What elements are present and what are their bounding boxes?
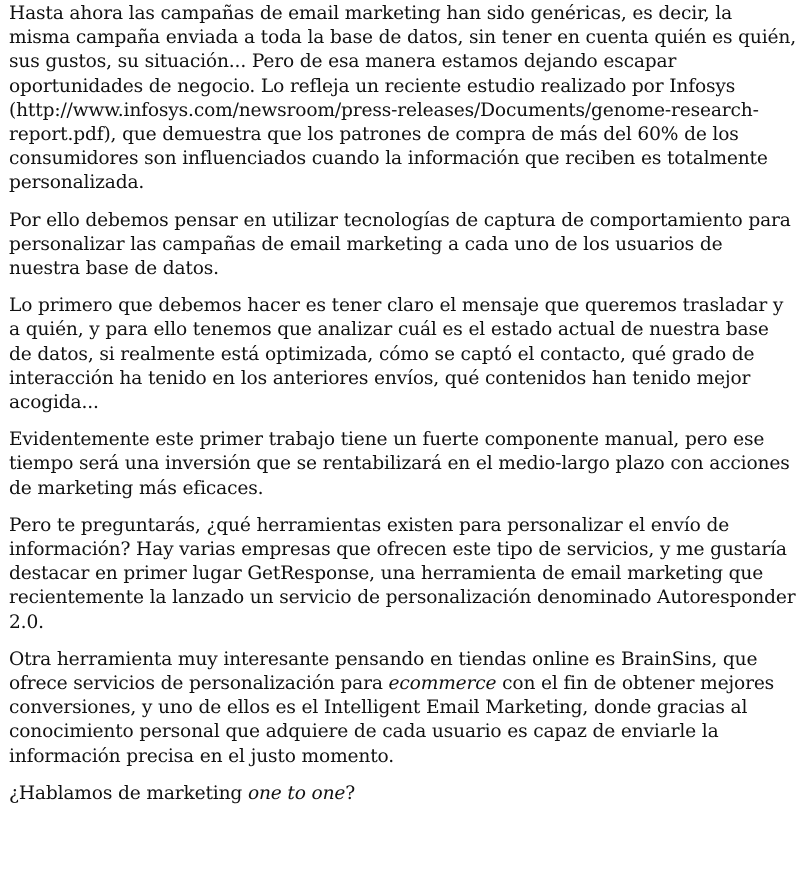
paragraph-behavior-tech: Por ello debemos pensar en utilizar tecnologías de captura de comportamiento para personalizar las campañas de email marketing a cada uno de los usuarios de nuestra base de datos. <box>9 209 791 280</box>
paragraph-tools-getresponse: Pero te preguntarás, ¿qué herramientas existen para personalizar el envío de información? Hay varias empresas que ofrecen este tipo de servicios, y me gustaría destacar en primer lugar GetResponse, una herramienta de email marketing que recientemente la lanzado un servicio de personalización denominado Autoresponder 2.0. <box>9 514 796 633</box>
one-to-one-emphasis: one to one <box>247 782 346 804</box>
ecommerce-emphasis: ecommerce <box>388 673 497 695</box>
paragraph-closing-question <box>9 782 796 806</box>
paragraph-manual-work: Evidentemente este primer trabajo tiene un fuerte componente manual, pero ese tiempo será una inversión que se rentabilizará en el medio-largo plazo con acciones de marketing más eficaces. <box>9 429 790 499</box>
closing-question-start: ¿Hablamos de marketing <box>9 782 248 804</box>
paragraph-brainsins <box>9 648 796 769</box>
paragraph-brainsins-text-end: con el fin de obtener mejores conversiones, y uno de ellos es el Intelligent Email Marketing, donde gracias al conocimiento personal que adquiere de cada usuario es capaz de enviarle la información precisa en el justo momento. <box>9 673 775 767</box>
closing-question-end: ? <box>345 782 356 804</box>
paragraph-intro: Hasta ahora las campañas de email marketing han sido genéricas, es decir, la misma campaña enviada a toda la base de datos, sin tener en cuenta quién es quién, sus gustos, su situación... Pero de esa manera estamos dejando escapar oportunidades de negocio. Lo refleja un reciente estudio realizado por Infosys (http://www.infosys.com/newsroom/press-releases/Documents/genome-research-report.pdf), que demuestra que los patrones de compra de más del 60% de los consumidores son influenciados cuando la información que reciben es totalmente personalizada. <box>9 3 796 194</box>
paragraph-brainsins-text-start: Otra herramienta muy interesante pensando en tiendas online es BrainSins, que ofrece servicios de personalización para <box>9 648 758 695</box>
paragraph-first-steps: Lo primero que debemos hacer es tener claro el mensaje que queremos trasladar y a quién, y para ello tenemos que analizar cuál es el estado actual de nuestra base de datos, si realmente está optimizada, cómo se captó el contacto, qué grado de interacción ha tenido en los anteriores envíos, qué contenidos han tenido mejor acogida... <box>9 295 784 414</box>
